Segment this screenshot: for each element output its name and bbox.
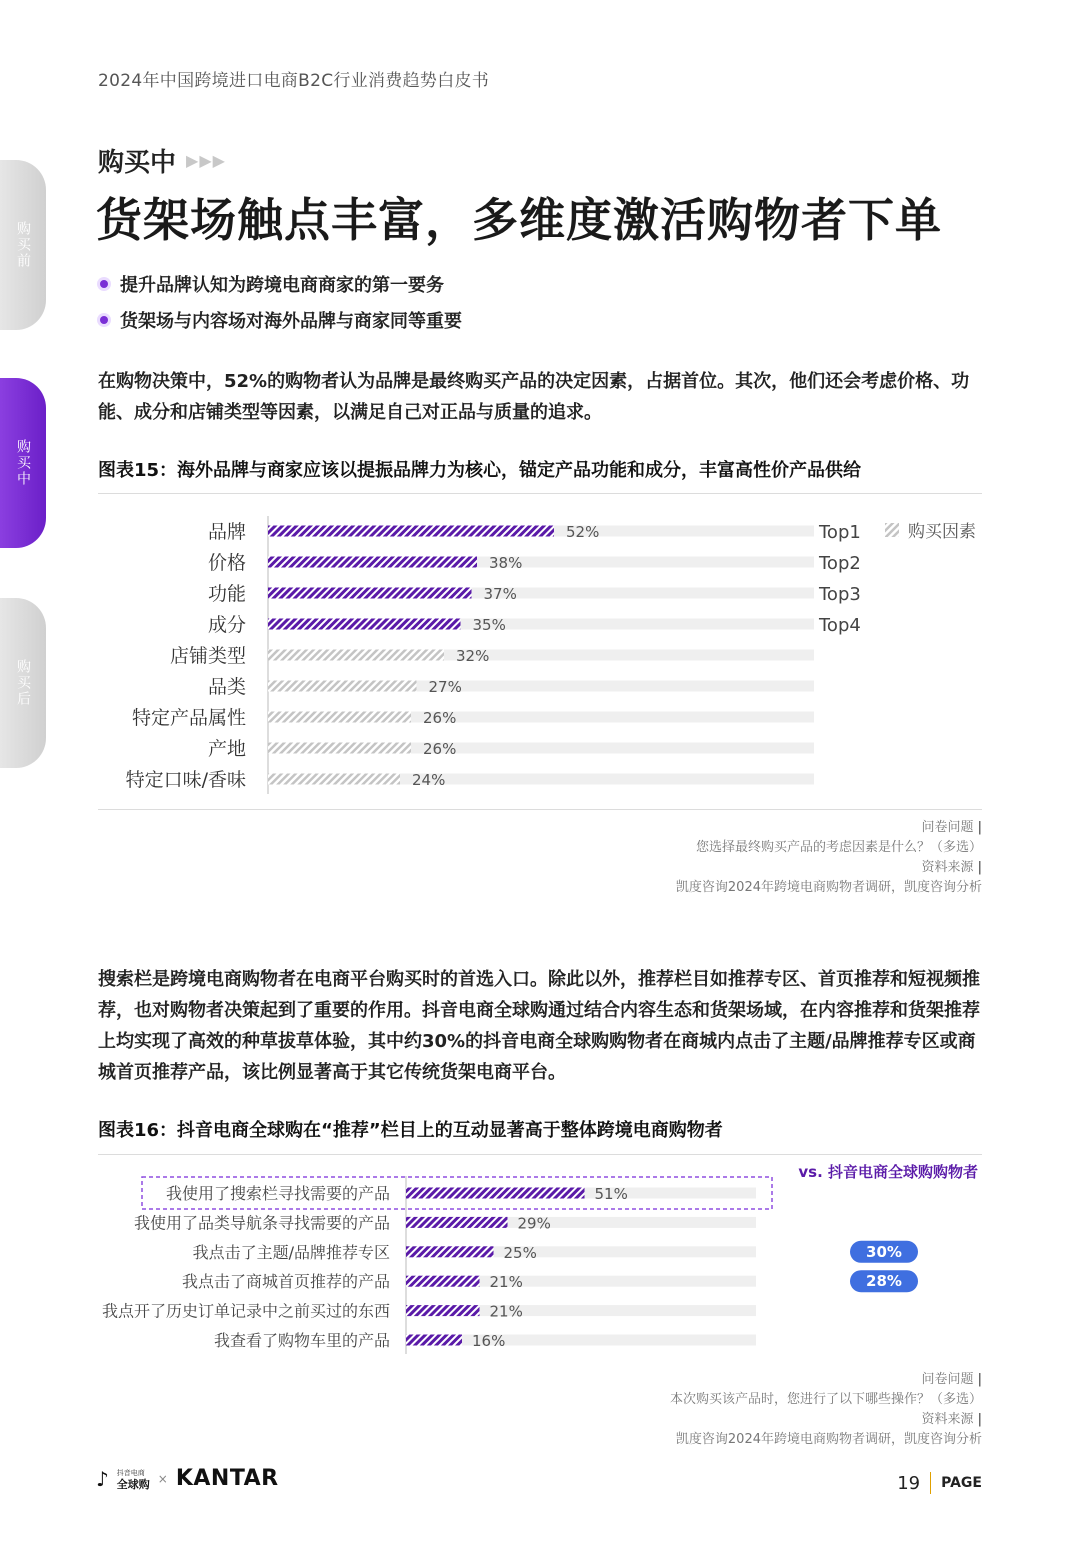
category-label: 品牌 [207, 521, 246, 543]
data-label: 26% [423, 740, 457, 758]
bar [268, 526, 554, 537]
rank-label: Top4 [819, 615, 861, 636]
category-label: 我查看了购物车里的产品 [213, 1331, 390, 1350]
data-label: 38% [489, 554, 523, 572]
data-label: 52% [566, 523, 600, 541]
bar [268, 712, 411, 723]
bar [268, 557, 477, 568]
notes-2 [670, 1370, 982, 1450]
data-label: 29% [517, 1214, 551, 1233]
bullet-item [100, 266, 462, 302]
tiktok-brand [117, 1468, 150, 1490]
category-label: 特定产品属性 [131, 707, 246, 729]
bar [406, 1305, 480, 1316]
data-label: 16% [472, 1332, 506, 1350]
kantar-logo: KANTAR [175, 1466, 279, 1491]
bullet-item [100, 302, 462, 338]
paragraph-2: 搜索栏是跨境电商购物者在电商平台购买时的首选入口。除此以外，推荐栏目如推荐专区、首页推荐和短视频推荐，也对购物者决策起到了重要的作用。抖音电商全球购通过结合内容生态和货架场域，在内容推荐和货架推荐上均实现了高效的种草拔草体验，其中约30%的抖音电商全球购购物者在商城内点击了主题/品牌推荐专区或商城首页推荐产品，该比例显著高于其它传统货架电商平台。 [98, 969, 980, 1083]
data-label: 21% [489, 1302, 523, 1321]
bar [268, 774, 400, 785]
category-label: 我使用了搜索栏寻找需要的产品 [165, 1184, 390, 1203]
footer-logos [96, 1466, 279, 1491]
bar [406, 1188, 585, 1199]
data-label: 37% [483, 585, 517, 603]
tiktok-icon: ♪ [96, 1466, 109, 1491]
page-word: PAGE [941, 1475, 982, 1491]
side-tab-after[interactable] [0, 598, 46, 768]
question-label: 问卷问题 | [676, 818, 982, 838]
source-label: 资料来源 | [670, 1410, 982, 1430]
bar [406, 1276, 480, 1287]
category-label: 功能 [207, 583, 246, 605]
category-label: 我使用了品类导航条寻找需要的产品 [133, 1213, 390, 1233]
source-text: 凯度咨询2024年跨境电商购物者调研，凯度咨询分析 [675, 880, 982, 895]
category-label: 特定口味/香味 [125, 769, 246, 791]
arrows-icon: ▶▶▶ [186, 151, 226, 170]
comparison-value: 30% [866, 1242, 902, 1261]
data-label: 51% [594, 1185, 628, 1203]
question-text: 您选择最终购买产品的考虑因素是什么？（多选） [695, 840, 982, 855]
divider [98, 1154, 982, 1155]
question-label: 问卷问题 | [670, 1370, 982, 1390]
comparison-label: vs. 抖音电商全球购购物者 [798, 1163, 978, 1181]
times-sign: × [157, 1471, 168, 1486]
category-label: 产地 [207, 738, 246, 760]
side-tab-before[interactable] [0, 160, 46, 330]
data-label: 24% [412, 771, 446, 789]
rank-label: Top1 [819, 522, 861, 543]
divider [98, 809, 982, 810]
bullet-list [100, 266, 462, 338]
category-label: 店铺类型 [169, 645, 246, 667]
bar [406, 1217, 508, 1228]
section-label [98, 142, 226, 179]
bar [268, 743, 411, 754]
data-label: 25% [503, 1243, 537, 1262]
rank-label: Top2 [819, 553, 861, 574]
bar [406, 1335, 462, 1346]
figure-16-title: 图表16：抖音电商全球购在“推荐”栏目上的互动显著高于整体跨境电商购物者 [98, 1120, 723, 1141]
bar [268, 650, 444, 661]
page-indicator [897, 1472, 982, 1494]
bar [406, 1246, 494, 1257]
data-label: 21% [489, 1273, 523, 1292]
bar [268, 619, 461, 630]
page-separator [930, 1472, 931, 1494]
data-label: 35% [472, 616, 506, 634]
category-label: 成分 [207, 614, 246, 636]
category-label: 我点击了商城首页推荐的产品 [181, 1272, 390, 1292]
bullet-text: 提升品牌认知为跨境电商商家的第一要务 [120, 275, 444, 296]
data-label: 27% [428, 678, 462, 696]
main-title: 货架场触点丰富，多维度激活购物者下单 [96, 193, 942, 247]
chart-16 [98, 1158, 984, 1358]
tiktok-small-text: 抖音电商 [116, 1468, 145, 1477]
data-label: 26% [423, 709, 457, 727]
bullet-dot-icon [100, 280, 108, 288]
side-tab-during[interactable] [0, 378, 46, 548]
tiktok-brand-text: 全球购 [116, 1477, 150, 1491]
comparison-value: 28% [866, 1272, 902, 1291]
category-label: 我点开了历史订单记录中之前买过的东西 [101, 1301, 390, 1321]
source-text: 凯度咨询2024年跨境电商购物者调研，凯度咨询分析 [675, 1432, 982, 1447]
side-tab-label: 购买后 [15, 659, 31, 707]
data-label: 32% [456, 647, 490, 665]
bullet-text: 货架场与内容场对海外品牌与商家同等重要 [120, 311, 462, 332]
side-tab-label: 购买中 [15, 439, 31, 487]
divider [98, 493, 982, 494]
notes-1 [676, 818, 982, 898]
bar [268, 588, 472, 599]
page-number: 19 [897, 1472, 921, 1494]
section-label-text: 购买中 [98, 148, 177, 178]
rank-label: Top3 [819, 584, 861, 605]
legend-swatch [885, 523, 899, 537]
figure-15-title: 图表15：海外品牌与商家应该以提振品牌力为核心，锚定产品功能和成分，丰富高性价产品供给 [98, 460, 862, 481]
question-text: 本次购买该产品时，您进行了以下哪些操作？（多选） [669, 1392, 982, 1407]
legend-label: 购买因素 [908, 522, 976, 542]
paragraph-1: 在购物决策中，52%的购物者认为品牌是最终购买产品的决定因素，占据首位。其次，他们还会考虑价格、功能、成分和店铺类型等因素，以满足自己对正品与质量的追求。 [98, 371, 970, 423]
chart-15 [98, 510, 984, 802]
category-label: 品类 [207, 676, 246, 698]
header-title: 2024年中国跨境进口电商B2C行业消费趋势白皮书 [98, 71, 490, 91]
bullet-dot-icon [100, 316, 108, 324]
bar [268, 681, 417, 692]
category-label: 价格 [207, 552, 246, 574]
source-label: 资料来源 | [676, 858, 982, 878]
side-tab-label: 购买前 [15, 221, 31, 269]
category-label: 我点击了主题/品牌推荐专区 [192, 1242, 390, 1262]
